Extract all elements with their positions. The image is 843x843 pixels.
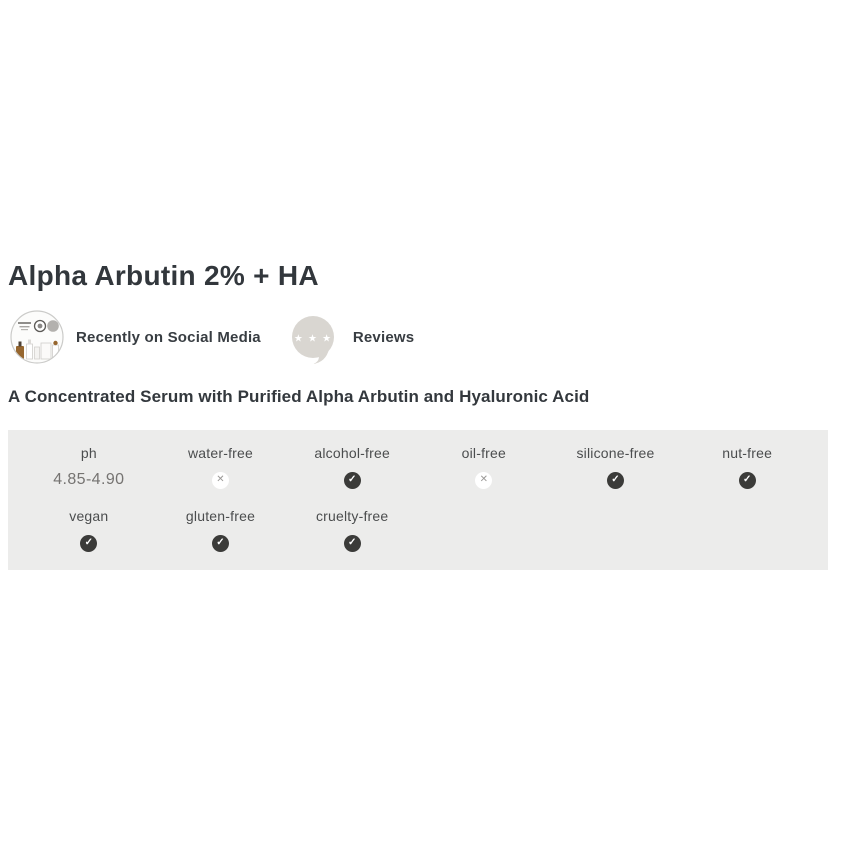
media-links-row	[10, 309, 414, 365]
attribute-value-slot	[344, 534, 361, 552]
attributes-panel	[8, 430, 828, 570]
attribute-item	[155, 445, 287, 489]
social-media-link-label[interactable]: Recently on Social Media	[76, 328, 261, 346]
attribute-item	[23, 508, 155, 552]
attribute-value-slot	[80, 534, 97, 552]
attribute-label: water-free	[187, 445, 253, 461]
reviews-bubble-icon[interactable]	[289, 316, 341, 364]
attribute-item	[23, 445, 155, 489]
social-media-thumbnail[interactable]	[10, 310, 64, 364]
attribute-item	[681, 445, 813, 489]
attribute-item	[155, 508, 287, 552]
attribute-value-slot	[53, 471, 124, 489]
check-icon: ✓	[212, 535, 229, 552]
attribute-value-slot	[739, 471, 756, 489]
cross-icon: ✕	[212, 472, 229, 489]
speech-bubble-stars-icon	[289, 316, 341, 364]
attribute-value-slot	[212, 471, 229, 489]
attribute-label: vegan	[69, 508, 109, 524]
attribute-label: nut-free	[722, 445, 773, 461]
attribute-value-slot	[607, 471, 624, 489]
product-subtitle: A Concentrated Serum with Purified Alpha Arbutin and Hyaluronic Acid	[8, 387, 590, 406]
check-icon: ✓	[607, 472, 624, 489]
product-title: Alpha Arbutin 2% + HA	[8, 260, 319, 291]
attribute-item	[550, 445, 682, 489]
attribute-item	[286, 508, 418, 552]
attribute-item	[418, 445, 550, 489]
attribute-label: cruelty-free	[315, 508, 389, 524]
attribute-item	[286, 445, 418, 489]
check-icon: ✓	[80, 535, 97, 552]
attribute-label: oil-free	[461, 445, 507, 461]
check-icon: ✓	[344, 535, 361, 552]
attribute-label: silicone-free	[576, 445, 655, 461]
attribute-value-slot	[344, 471, 361, 489]
product-photos-thumbnail-icon	[10, 310, 64, 364]
attribute-label: gluten-free	[185, 508, 256, 524]
attribute-label: alcohol-free	[314, 445, 390, 461]
attribute-label: ph	[80, 445, 97, 461]
svg-text:★ ★ ★: ★ ★ ★	[293, 333, 332, 345]
attribute-value: 4.85-4.90	[53, 471, 125, 488]
cross-icon: ✕	[475, 472, 492, 489]
attribute-value-slot	[212, 534, 229, 552]
check-icon: ✓	[739, 472, 756, 489]
attribute-value-slot	[475, 471, 492, 489]
reviews-link-label[interactable]: Reviews	[352, 328, 415, 346]
attributes-grid	[23, 445, 813, 552]
check-icon: ✓	[344, 472, 361, 489]
